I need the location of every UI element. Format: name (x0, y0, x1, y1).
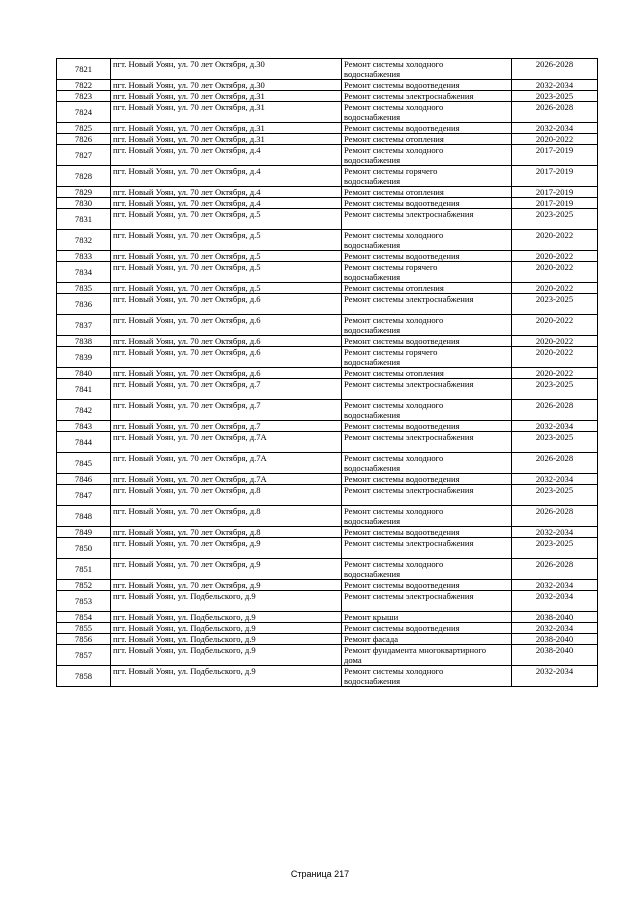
work-type-cell: Ремонт системы холодного водоснабжения (342, 559, 512, 580)
address-cell: пгт. Новый Уоян, ул. 70 лет Октября, д.31 (111, 134, 342, 145)
period-cell: 2032-2034 (512, 666, 598, 687)
address-cell: пгт. Новый Уоян, ул. 70 лет Октября, д.31 (111, 102, 342, 123)
table-row (57, 123, 598, 134)
period-cell: 2032-2034 (512, 591, 598, 612)
period-cell: 2023-2025 (512, 379, 598, 400)
table-row (57, 198, 598, 209)
row-number-cell: 7829 (57, 187, 111, 198)
table-row (57, 368, 598, 379)
row-number-cell: 7858 (57, 666, 111, 687)
table-row (57, 591, 598, 612)
period-cell: 2032-2034 (512, 474, 598, 485)
address-cell: пгт. Новый Уоян, ул. 70 лет Октября, д.7А (111, 453, 342, 474)
period-cell: 2023-2025 (512, 209, 598, 230)
period-cell: 2038-2040 (512, 645, 598, 666)
table-row (57, 145, 598, 166)
period-cell: 2020-2022 (512, 347, 598, 368)
address-cell: пгт. Новый Уоян, ул. 70 лет Октября, д.31 (111, 123, 342, 134)
row-number-cell: 7856 (57, 634, 111, 645)
table-row (57, 666, 598, 687)
period-cell: 2023-2025 (512, 538, 598, 559)
address-cell: пгт. Новый Уоян, ул. 70 лет Октября, д.4 (111, 198, 342, 209)
address-cell: пгт. Новый Уоян, ул. 70 лет Октября, д.4 (111, 166, 342, 187)
address-cell: пгт. Новый Уоян, ул. 70 лет Октября, д.30 (111, 80, 342, 91)
table-row (57, 315, 598, 336)
address-cell: пгт. Новый Уоян, ул. Подбельского, д.9 (111, 666, 342, 687)
table-row (57, 645, 598, 666)
row-number-cell: 7835 (57, 283, 111, 294)
table-row (57, 283, 598, 294)
work-type-cell: Ремонт крыши (342, 612, 512, 623)
period-cell: 2020-2022 (512, 230, 598, 251)
work-type-cell: Ремонт системы электроснабжения (342, 485, 512, 506)
work-type-cell: Ремонт системы холодного водоснабжения (342, 230, 512, 251)
address-cell: пгт. Новый Уоян, ул. 70 лет Октября, д.5 (111, 262, 342, 283)
period-cell: 2032-2034 (512, 580, 598, 591)
work-type-cell: Ремонт системы электроснабжения (342, 538, 512, 559)
work-type-cell: Ремонт системы электроснабжения (342, 379, 512, 400)
table-row (57, 166, 598, 187)
address-cell: пгт. Новый Уоян, ул. Подбельского, д.9 (111, 591, 342, 612)
address-cell: пгт. Новый Уоян, ул. 70 лет Октября, д.7 (111, 400, 342, 421)
row-number-cell: 7824 (57, 102, 111, 123)
row-number-cell: 7842 (57, 400, 111, 421)
address-cell: пгт. Новый Уоян, ул. Подбельского, д.9 (111, 623, 342, 634)
work-type-cell: Ремонт системы водоотведения (342, 527, 512, 538)
table-row (57, 580, 598, 591)
work-type-cell: Ремонт системы водоотведения (342, 123, 512, 134)
work-type-cell: Ремонт системы водоотведения (342, 421, 512, 432)
work-type-cell: Ремонт системы электроснабжения (342, 91, 512, 102)
period-cell: 2032-2034 (512, 123, 598, 134)
address-cell: пгт. Новый Уоян, ул. 70 лет Октября, д.6 (111, 336, 342, 347)
address-cell: пгт. Новый Уоян, ул. 70 лет Октября, д.6 (111, 315, 342, 336)
page-footer (0, 869, 640, 879)
work-type-cell: Ремонт системы водоотведения (342, 623, 512, 634)
table-row (57, 251, 598, 262)
work-type-cell: Ремонт системы водоотведения (342, 580, 512, 591)
work-type-cell: Ремонт системы водоотведения (342, 80, 512, 91)
work-type-cell: Ремонт системы холодного водоснабжения (342, 102, 512, 123)
work-type-cell: Ремонт системы отопления (342, 283, 512, 294)
table-row (57, 538, 598, 559)
row-number-cell: 7825 (57, 123, 111, 134)
work-type-cell: Ремонт системы водоотведения (342, 336, 512, 347)
work-type-cell: Ремонт системы холодного водоснабжения (342, 400, 512, 421)
work-type-cell: Ремонт фундамента многоквартирного дома (342, 645, 512, 666)
address-cell: пгт. Новый Уоян, ул. 70 лет Октября, д.5 (111, 209, 342, 230)
table-row (57, 230, 598, 251)
address-cell: пгт. Новый Уоян, ул. 70 лет Октября, д.30 (111, 59, 342, 80)
row-number-cell: 7821 (57, 59, 111, 80)
period-cell: 2026-2028 (512, 102, 598, 123)
work-type-cell: Ремонт системы холодного водоснабжения (342, 666, 512, 687)
row-number-cell: 7832 (57, 230, 111, 251)
row-number-cell: 7830 (57, 198, 111, 209)
work-type-cell: Ремонт системы отопления (342, 368, 512, 379)
row-number-cell: 7836 (57, 294, 111, 315)
row-number-cell: 7826 (57, 134, 111, 145)
table-row (57, 379, 598, 400)
address-cell: пгт. Новый Уоян, ул. 70 лет Октября, д.4 (111, 145, 342, 166)
period-cell: 2020-2022 (512, 283, 598, 294)
work-type-cell: Ремонт системы электроснабжения (342, 209, 512, 230)
row-number-cell: 7848 (57, 506, 111, 527)
row-number-cell: 7839 (57, 347, 111, 368)
address-cell: пгт. Новый Уоян, ул. Подбельского, д.9 (111, 612, 342, 623)
row-number-cell: 7849 (57, 527, 111, 538)
work-type-cell: Ремонт системы горячего водоснабжения (342, 347, 512, 368)
address-cell: пгт. Новый Уоян, ул. 70 лет Октября, д.5 (111, 251, 342, 262)
row-number-cell: 7857 (57, 645, 111, 666)
period-cell: 2032-2034 (512, 527, 598, 538)
address-cell: пгт. Новый Уоян, ул. 70 лет Октября, д.5 (111, 230, 342, 251)
period-cell: 2026-2028 (512, 453, 598, 474)
table-row (57, 294, 598, 315)
period-cell: 2017-2019 (512, 187, 598, 198)
row-number-cell: 7851 (57, 559, 111, 580)
work-type-cell: Ремонт системы водоотведения (342, 474, 512, 485)
table-row (57, 336, 598, 347)
address-cell: пгт. Новый Уоян, ул. 70 лет Октября, д.7А (111, 432, 342, 453)
table-row (57, 347, 598, 368)
period-cell: 2020-2022 (512, 368, 598, 379)
address-cell: пгт. Новый Уоян, ул. 70 лет Октября, д.9 (111, 580, 342, 591)
row-number-cell: 7844 (57, 432, 111, 453)
address-cell: пгт. Новый Уоян, ул. 70 лет Октября, д.8 (111, 506, 342, 527)
period-cell: 2020-2022 (512, 315, 598, 336)
row-number-cell: 7823 (57, 91, 111, 102)
period-cell: 2026-2028 (512, 506, 598, 527)
table-row (57, 432, 598, 453)
table-row (57, 485, 598, 506)
row-number-cell: 7855 (57, 623, 111, 634)
period-cell: 2020-2022 (512, 251, 598, 262)
period-cell: 2026-2028 (512, 400, 598, 421)
row-number-cell: 7828 (57, 166, 111, 187)
row-number-cell: 7845 (57, 453, 111, 474)
row-number-cell: 7838 (57, 336, 111, 347)
period-cell: 2020-2022 (512, 134, 598, 145)
period-cell: 2020-2022 (512, 336, 598, 347)
page-number: Страница 217 (290, 869, 350, 879)
works-table (56, 58, 598, 687)
period-cell: 2017-2019 (512, 145, 598, 166)
address-cell: пгт. Новый Уоян, ул. 70 лет Октября, д.7А (111, 474, 342, 485)
work-type-cell: Ремонт системы отопления (342, 134, 512, 145)
work-type-cell: Ремонт системы электроснабжения (342, 432, 512, 453)
period-cell: 2032-2034 (512, 623, 598, 634)
table-row (57, 187, 598, 198)
table-row (57, 400, 598, 421)
row-number-cell: 7852 (57, 580, 111, 591)
period-cell: 2026-2028 (512, 559, 598, 580)
address-cell: пгт. Новый Уоян, ул. 70 лет Октября, д.6 (111, 294, 342, 315)
work-type-cell: Ремонт системы электроснабжения (342, 591, 512, 612)
work-type-cell: Ремонт системы горячего водоснабжения (342, 262, 512, 283)
period-cell: 2026-2028 (512, 59, 598, 80)
row-number-cell: 7831 (57, 209, 111, 230)
work-type-cell: Ремонт системы горячего водоснабжения (342, 166, 512, 187)
period-cell: 2038-2040 (512, 634, 598, 645)
address-cell: пгт. Новый Уоян, ул. 70 лет Октября, д.6 (111, 347, 342, 368)
work-type-cell: Ремонт системы водоотведения (342, 251, 512, 262)
row-number-cell: 7827 (57, 145, 111, 166)
row-number-cell: 7837 (57, 315, 111, 336)
address-cell: пгт. Новый Уоян, ул. 70 лет Октября, д.8 (111, 485, 342, 506)
address-cell: пгт. Новый Уоян, ул. 70 лет Октября, д.31 (111, 91, 342, 102)
period-cell: 2017-2019 (512, 198, 598, 209)
address-cell: пгт. Новый Уоян, ул. 70 лет Октября, д.6 (111, 368, 342, 379)
row-number-cell: 7843 (57, 421, 111, 432)
work-type-cell: Ремонт системы отопления (342, 187, 512, 198)
work-type-cell: Ремонт системы холодного водоснабжения (342, 145, 512, 166)
table-row (57, 59, 598, 80)
row-number-cell: 7840 (57, 368, 111, 379)
table-row (57, 623, 598, 634)
period-cell: 2023-2025 (512, 294, 598, 315)
period-cell: 2023-2025 (512, 485, 598, 506)
work-type-cell: Ремонт системы холодного водоснабжения (342, 506, 512, 527)
works-table-body (57, 59, 598, 687)
address-cell: пгт. Новый Уоян, ул. 70 лет Октября, д.5 (111, 283, 342, 294)
period-cell: 2023-2025 (512, 432, 598, 453)
table-row (57, 474, 598, 485)
table-row (57, 91, 598, 102)
row-number-cell: 7833 (57, 251, 111, 262)
row-number-cell: 7850 (57, 538, 111, 559)
period-cell: 2023-2025 (512, 91, 598, 102)
period-cell: 2038-2040 (512, 612, 598, 623)
period-cell: 2020-2022 (512, 262, 598, 283)
table-row (57, 102, 598, 123)
row-number-cell: 7822 (57, 80, 111, 91)
address-cell: пгт. Новый Уоян, ул. 70 лет Октября, д.7 (111, 379, 342, 400)
table-row (57, 506, 598, 527)
address-cell: пгт. Новый Уоян, ул. 70 лет Октября, д.7 (111, 421, 342, 432)
period-cell: 2032-2034 (512, 421, 598, 432)
work-type-cell: Ремонт системы холодного водоснабжения (342, 453, 512, 474)
row-number-cell: 7854 (57, 612, 111, 623)
period-cell: 2032-2034 (512, 80, 598, 91)
row-number-cell: 7853 (57, 591, 111, 612)
row-number-cell: 7846 (57, 474, 111, 485)
row-number-cell: 7847 (57, 485, 111, 506)
work-type-cell: Ремонт системы электроснабжения (342, 294, 512, 315)
table-row (57, 209, 598, 230)
table-row (57, 134, 598, 145)
table-row (57, 453, 598, 474)
table-row (57, 559, 598, 580)
work-type-cell: Ремонт системы холодного водоснабжения (342, 59, 512, 80)
row-number-cell: 7841 (57, 379, 111, 400)
work-type-cell: Ремонт фасада (342, 634, 512, 645)
address-cell: пгт. Новый Уоян, ул. 70 лет Октября, д.9 (111, 538, 342, 559)
table-row (57, 527, 598, 538)
table-row (57, 612, 598, 623)
row-number-cell: 7834 (57, 262, 111, 283)
work-type-cell: Ремонт системы холодного водоснабжения (342, 315, 512, 336)
table-row (57, 634, 598, 645)
table-row (57, 80, 598, 91)
table-row (57, 421, 598, 432)
period-cell: 2017-2019 (512, 166, 598, 187)
address-cell: пгт. Новый Уоян, ул. Подбельского, д.9 (111, 645, 342, 666)
table-row (57, 262, 598, 283)
work-type-cell: Ремонт системы водоотведения (342, 198, 512, 209)
address-cell: пгт. Новый Уоян, ул. 70 лет Октября, д.8 (111, 527, 342, 538)
address-cell: пгт. Новый Уоян, ул. 70 лет Октября, д.4 (111, 187, 342, 198)
address-cell: пгт. Новый Уоян, ул. 70 лет Октября, д.9 (111, 559, 342, 580)
address-cell: пгт. Новый Уоян, ул. Подбельского, д.9 (111, 634, 342, 645)
